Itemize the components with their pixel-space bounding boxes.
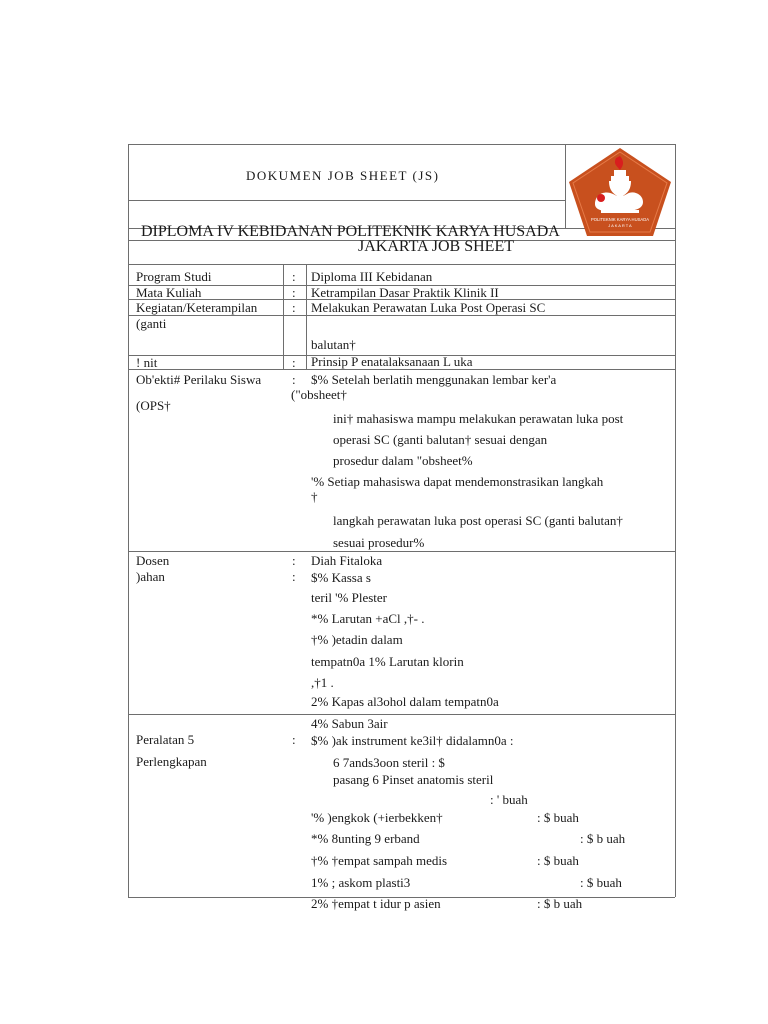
svg-text:J A K A R T A: J A K A R T A <box>608 223 632 228</box>
colon: : <box>292 355 296 370</box>
alat-item: 2% †empat t idur p asien <box>311 896 441 911</box>
colon: : <box>292 285 296 300</box>
objective-line: '% Setiap mahasiswa dapat mendemonstrasikan langkah <box>311 474 604 489</box>
objective-line: langkah perawatan luka post operasi SC (ganti balutan† <box>333 513 623 528</box>
label-mata-kuliah: Mata Kuliah <box>136 285 202 300</box>
alat-item: : $ buah <box>537 810 579 825</box>
bahan-item: ,†1 . <box>311 675 334 690</box>
alat-item: †% †empat sampah medis <box>311 853 448 868</box>
objective-line: prosedur dalam "obsheet% <box>333 453 473 468</box>
label-objektif: Ob'ekti# Perilaku Siswa <box>136 372 262 387</box>
alat-item: 1% ; askom plasti3 <box>311 875 411 890</box>
colon: : <box>292 553 296 568</box>
border-row-kegiatan-mid <box>128 315 675 316</box>
politeknik-karya-husada-logo <box>565 144 675 240</box>
objective-line: ("obsheet† <box>291 387 347 402</box>
border-row-dosen <box>128 551 675 552</box>
svg-text:POLITEKNIK KARYA HUSADA: POLITEKNIK KARYA HUSADA <box>590 217 650 222</box>
label-peralatan-2: Perlengkapan <box>136 754 207 769</box>
colon: : <box>292 569 296 584</box>
bahan-item: 4% Sabun 3air <box>311 716 388 731</box>
border-col-2 <box>306 264 307 369</box>
border-row-obj <box>128 369 675 370</box>
objective-line: sesuai prosedur% <box>333 535 425 550</box>
objective-line: † <box>311 489 318 504</box>
doc-title: DOKUMEN JOB SHEET (JS) <box>246 168 440 183</box>
label-kegiatan-2: (ganti <box>136 316 167 331</box>
colon: : <box>292 372 296 387</box>
value-dosen: Diah Fitaloka <box>311 553 383 568</box>
label-peralatan: Peralatan 5 <box>136 732 195 747</box>
border-header-4 <box>128 264 675 265</box>
label-dosen: Dosen <box>136 553 170 568</box>
border-col-1 <box>283 264 284 369</box>
border-row-peralatan <box>128 714 675 715</box>
bahan-item: $% Kassa s <box>311 570 371 585</box>
label-unit: ! nit <box>136 355 158 370</box>
value-unit: Prinsip P enatalaksanaan L uka <box>311 354 473 369</box>
alat-item: : $ b uah <box>537 896 583 911</box>
alat-item: pasang 6 Pinset anatomis steril <box>333 772 494 787</box>
colon: : <box>292 300 296 315</box>
alat-item: : $ buah <box>580 875 622 890</box>
objective-line: operasi SC (ganti balutan† sesuai dengan <box>333 432 548 447</box>
alat-item: 6 7ands3oon steril : $ <box>333 755 445 770</box>
alat-item: : ' buah <box>490 792 528 807</box>
alat-item: : $ buah <box>537 853 579 868</box>
value-program-studi: Diploma III Kebidanan <box>311 269 433 284</box>
alat-item: '% )engkok (+ierbekken† <box>311 810 443 825</box>
border-left <box>128 144 129 897</box>
bahan-item: teril '% Plester <box>311 590 387 605</box>
bahan-item: *% Larutan +aCl ,†- . <box>311 611 425 626</box>
colon: : <box>292 732 296 747</box>
colon: : <box>292 269 296 284</box>
label-program-studi: Program Studi <box>136 269 212 284</box>
objective-line: ini† mahasiswa mampu melakukan perawatan luka post <box>333 411 624 426</box>
border-header-1 <box>128 200 565 201</box>
label-objektif-2: (OPS† <box>136 398 171 413</box>
bahan-item: 2% Kapas al3ohol dalam tempatn0a <box>311 694 499 709</box>
value-mata-kuliah: Ketrampilan Dasar Praktik Klinik II <box>311 285 499 300</box>
institution-name: DIPLOMA IV KEBIDANAN POLITEKNIK KARYA HUSADA <box>141 223 560 240</box>
institution-subtitle: JAKARTA JOB SHEET <box>358 238 514 255</box>
objective-line: $% Setelah berlatih menggunakan lembar ker'a <box>311 372 557 387</box>
border-right <box>675 144 676 897</box>
alat-item: $% )ak instrument ke3il† didalamn0a : <box>311 733 514 748</box>
label-bahan: )ahan <box>136 569 165 584</box>
value-kegiatan-2: balutan† <box>311 337 356 352</box>
alat-item: : $ b uah <box>580 831 626 846</box>
value-kegiatan: Melakukan Perawatan Luka Post Operasi SC <box>311 300 546 315</box>
alat-item: *% 8unting 9 erband <box>311 831 420 846</box>
label-kegiatan: Kegiatan/Keterampilan <box>136 300 258 315</box>
bahan-item: †% )etadin dalam <box>311 632 403 647</box>
bahan-item: tempatn0a 1% Larutan klorin <box>311 654 464 669</box>
